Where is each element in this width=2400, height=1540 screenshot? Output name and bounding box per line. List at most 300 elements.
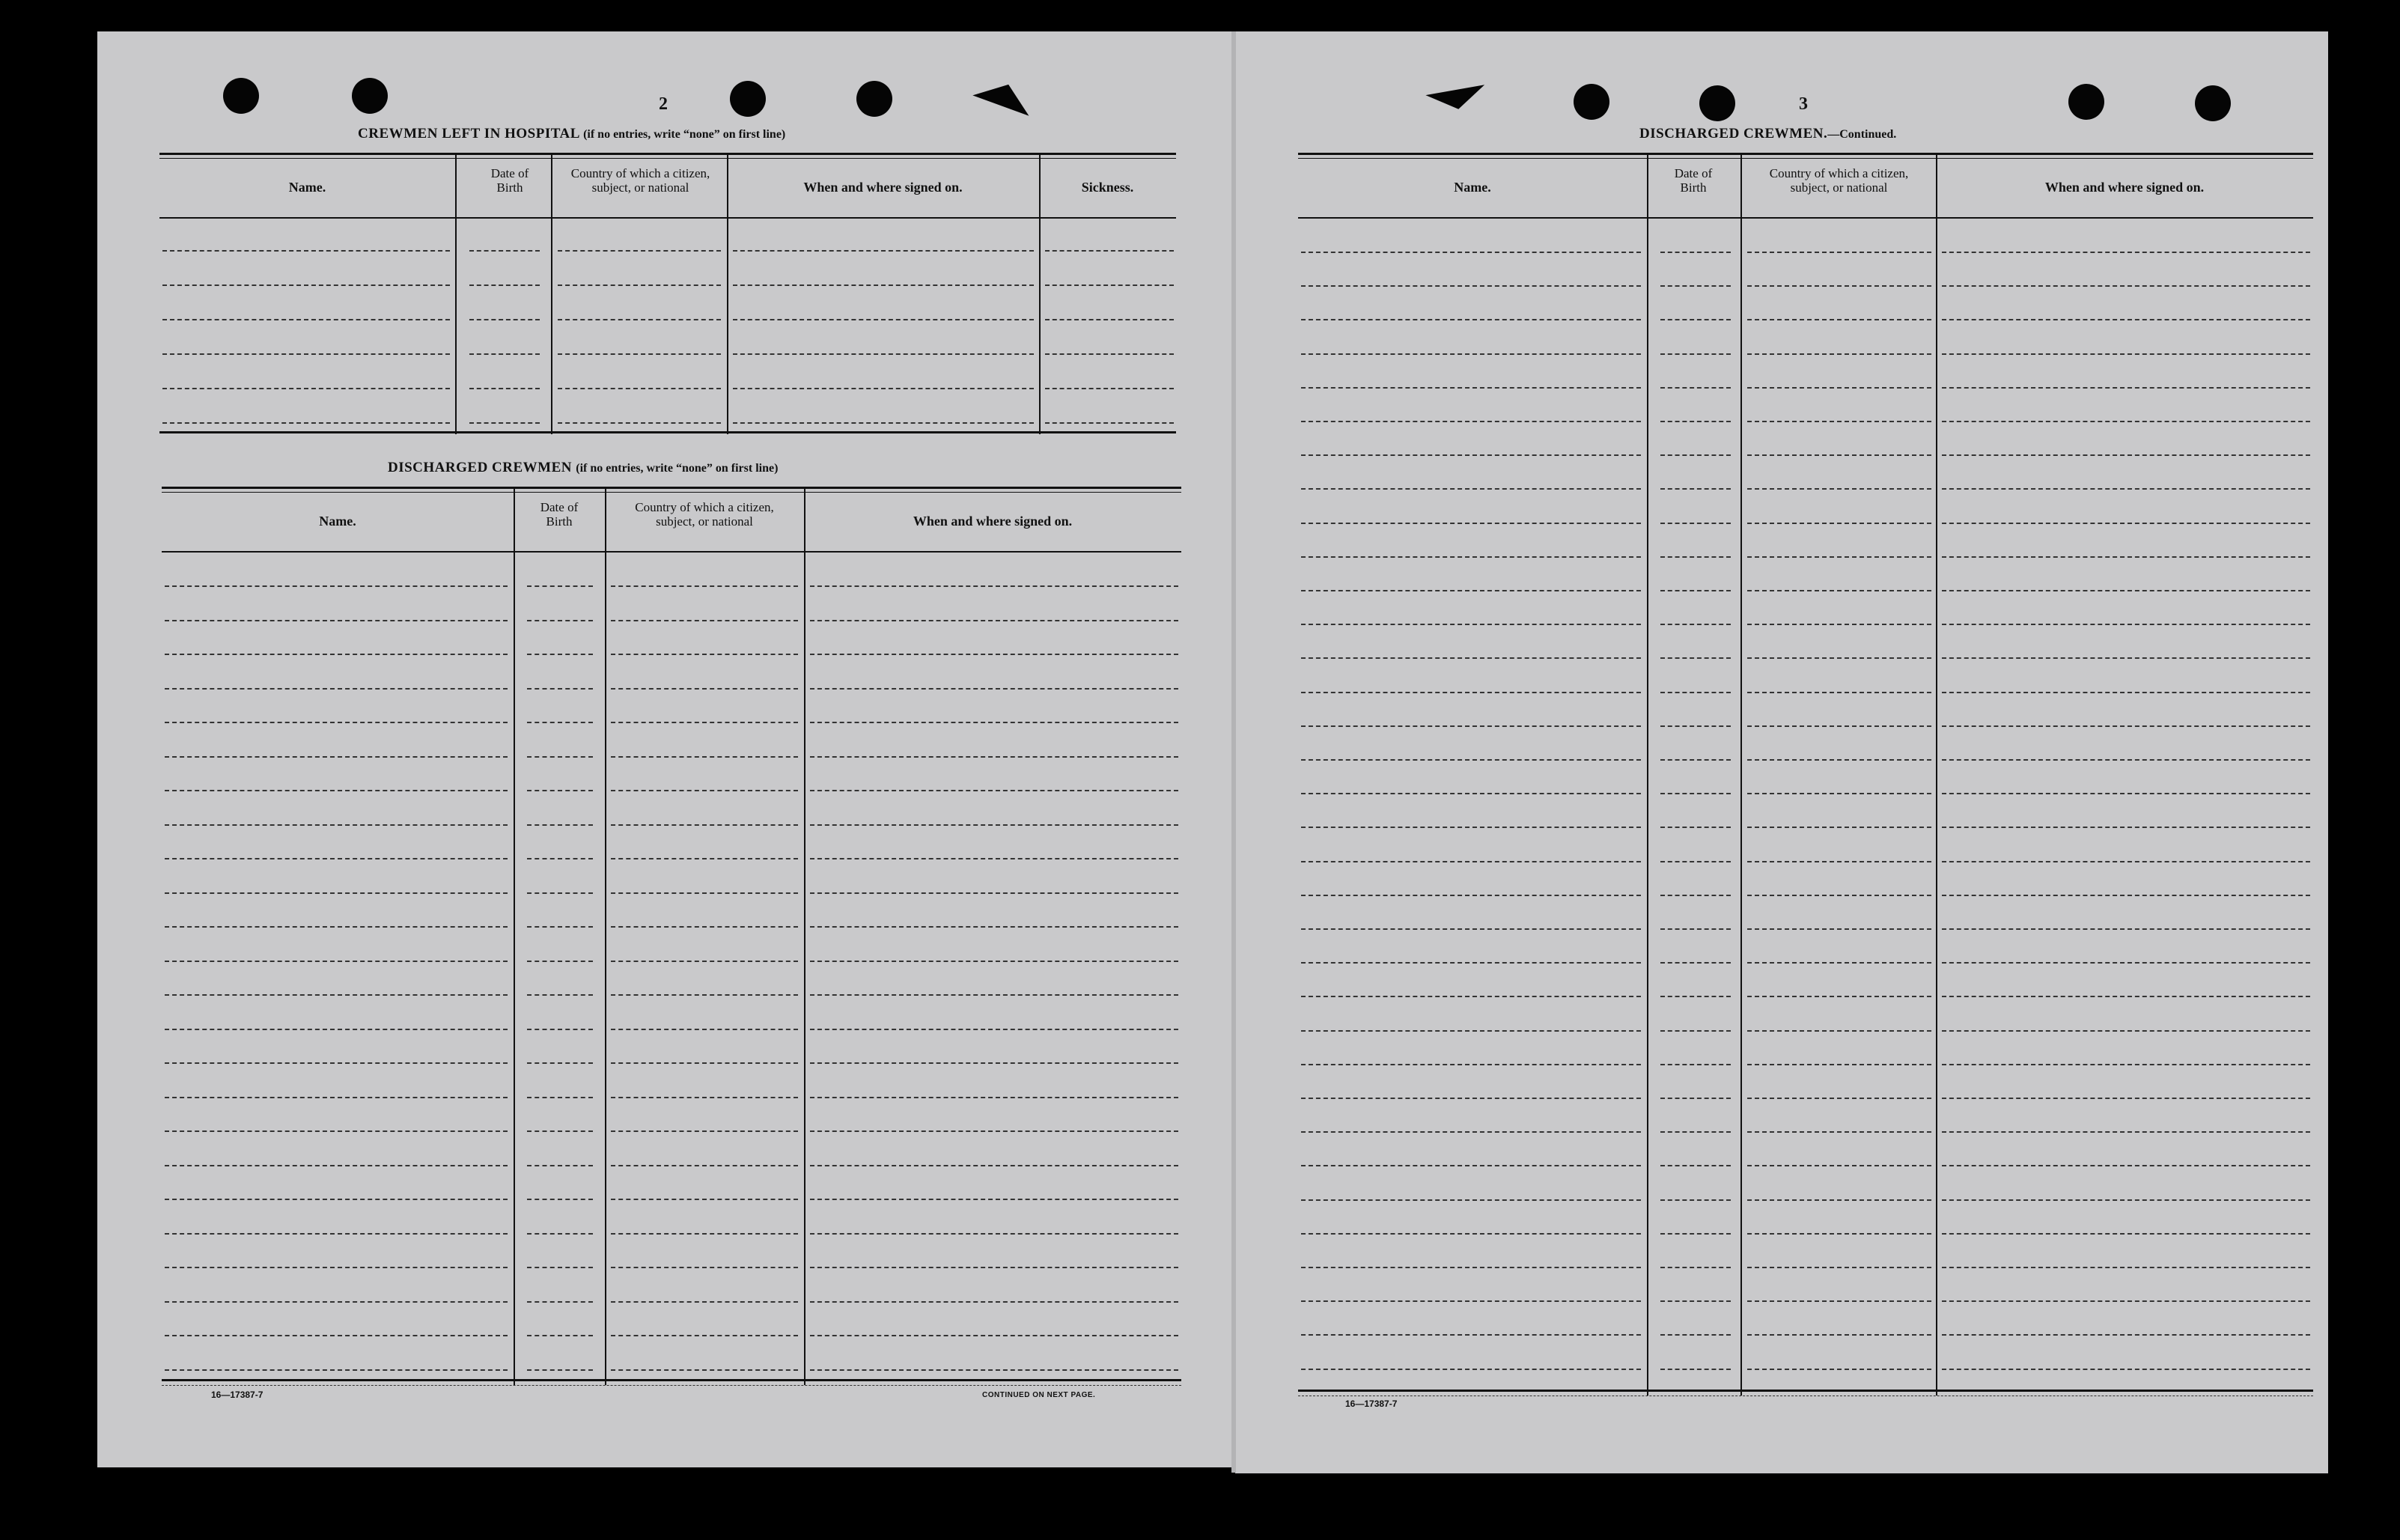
entry-line — [1747, 1199, 1931, 1201]
entry-line — [733, 353, 1034, 355]
entry-line — [527, 1301, 593, 1303]
entry-line — [1660, 1030, 1731, 1032]
entry-line — [1942, 285, 2310, 287]
entry-line — [1942, 1030, 2310, 1032]
entry-line — [1747, 319, 1931, 320]
hospital-table — [159, 153, 1176, 434]
entry-line — [1660, 523, 1731, 524]
entry-line — [527, 961, 593, 962]
col-header-name: Name. — [288, 180, 326, 195]
entry-line — [611, 892, 798, 894]
entry-line — [1660, 725, 1731, 727]
entry-line — [1747, 928, 1931, 930]
entry-line — [810, 1369, 1178, 1371]
entry-line — [1942, 488, 2310, 490]
entry-line — [1660, 827, 1731, 828]
entry-line — [1660, 759, 1731, 761]
col-header-name: Name. — [1454, 180, 1491, 195]
entry-line — [1942, 1199, 2310, 1201]
entry-line — [1747, 523, 1931, 524]
entry-line — [1660, 624, 1731, 625]
entry-line — [1942, 556, 2310, 558]
punch-hole — [352, 78, 388, 114]
entry-line — [165, 994, 508, 996]
entry-line — [611, 1267, 798, 1268]
entry-line — [1942, 1165, 2310, 1166]
entry-line — [1660, 421, 1731, 422]
entry-line — [1660, 1233, 1731, 1235]
entry-line — [611, 1062, 798, 1064]
entry-line — [1942, 759, 2310, 761]
entry-line — [1942, 252, 2310, 253]
punch-hole — [2195, 85, 2231, 121]
entry-line — [1747, 1369, 1931, 1370]
entry-line — [1747, 285, 1931, 287]
col-header-date-of-birth: Date of Birth — [540, 500, 579, 529]
entry-line — [810, 1267, 1178, 1268]
page-number-left: 2 — [659, 94, 668, 114]
entry-line — [611, 688, 798, 690]
entry-line — [527, 1233, 593, 1235]
entry-line — [165, 620, 508, 621]
entry-line — [1660, 692, 1731, 693]
entry-line — [1301, 962, 1641, 964]
entry-line — [810, 1335, 1178, 1336]
entry-line — [611, 926, 798, 928]
entry-line — [1660, 1165, 1731, 1166]
entry-line — [1747, 962, 1931, 964]
entry-line — [1747, 590, 1931, 591]
entry-line — [611, 961, 798, 962]
entry-line — [527, 1097, 593, 1098]
entry-line — [1660, 1334, 1731, 1336]
entry-line — [165, 688, 508, 690]
page-fold — [1231, 31, 1236, 1473]
entry-line — [1301, 657, 1641, 659]
entry-line — [165, 926, 508, 928]
entry-line — [1942, 1233, 2310, 1235]
entry-line — [1301, 1165, 1641, 1166]
col-header-signed-on: When and where signed on. — [2044, 180, 2205, 195]
entry-line — [810, 994, 1178, 996]
entry-line — [1747, 1334, 1931, 1336]
punch-hole — [1699, 85, 1735, 121]
entry-line — [527, 1199, 593, 1200]
entry-line — [1660, 895, 1731, 896]
discharged-table-left — [162, 487, 1181, 1385]
entry-line — [1747, 827, 1931, 828]
entry-line — [810, 790, 1178, 791]
discharged-instruction: (if no entries, write “none” on first line) — [576, 462, 779, 475]
entry-line — [1301, 556, 1641, 558]
entry-line — [1942, 421, 2310, 422]
entry-line — [1747, 454, 1931, 456]
entry-line — [611, 1335, 798, 1336]
entry-line — [1660, 590, 1731, 591]
entry-line — [162, 422, 450, 424]
entry-line — [1942, 387, 2310, 389]
entry-line — [165, 1301, 508, 1303]
entry-line — [611, 824, 798, 826]
hospital-title-text: CREWMEN LEFT IN HOSPITAL — [358, 126, 579, 141]
entry-line — [1301, 1334, 1641, 1336]
entry-line — [1045, 422, 1174, 424]
entry-line — [1660, 488, 1731, 490]
col-header-date-of-birth: Date of Birth — [490, 166, 529, 195]
entry-line — [1660, 928, 1731, 930]
entry-line — [810, 1130, 1178, 1132]
entry-line — [469, 353, 540, 355]
entry-line — [1942, 827, 2310, 828]
col-header-date-of-birth: Date of Birth — [1674, 166, 1713, 195]
punch-hole — [856, 81, 892, 117]
entry-line — [1747, 353, 1931, 355]
entry-line — [165, 1267, 508, 1268]
entry-line — [1301, 725, 1641, 727]
entry-line — [469, 250, 540, 252]
entry-line — [1747, 1098, 1931, 1099]
discharged-continued-title — [1639, 126, 1896, 142]
entry-line — [162, 250, 450, 252]
entry-line — [1942, 1267, 2310, 1268]
col-header-country: Country of which a citizen, subject, or national — [570, 166, 710, 195]
entry-line — [1747, 1165, 1931, 1166]
entry-line — [527, 858, 593, 859]
entry-line — [1747, 692, 1931, 693]
entry-line — [165, 1199, 508, 1200]
entry-line — [1660, 996, 1731, 997]
entry-line — [1942, 1369, 2310, 1370]
entry-line — [527, 994, 593, 996]
entry-line — [1747, 624, 1931, 625]
entry-line — [733, 422, 1034, 424]
entry-line — [1942, 624, 2310, 625]
entry-line — [165, 1369, 508, 1371]
entry-line — [1747, 657, 1931, 659]
entry-line — [1045, 284, 1174, 286]
entry-line — [1660, 793, 1731, 794]
entry-line — [1301, 421, 1641, 422]
entry-line — [611, 756, 798, 758]
col-header-sickness: Sickness. — [1081, 180, 1134, 195]
entry-line — [162, 388, 450, 389]
entry-line — [1660, 387, 1731, 389]
entry-line — [527, 1062, 593, 1064]
entry-line — [1301, 1030, 1641, 1032]
entry-line — [1301, 252, 1641, 253]
entry-line — [1660, 1064, 1731, 1065]
entry-line — [527, 1029, 593, 1030]
entry-line — [165, 654, 508, 655]
entry-line — [1747, 861, 1931, 862]
entry-line — [1301, 523, 1641, 524]
entry-line — [810, 756, 1178, 758]
entry-line — [810, 1062, 1178, 1064]
entry-line — [611, 1199, 798, 1200]
entry-line — [1942, 895, 2310, 896]
entry-line — [611, 654, 798, 655]
entry-line — [527, 1165, 593, 1166]
entry-line — [165, 961, 508, 962]
entry-line — [1301, 861, 1641, 862]
col-header-country: Country of which a citizen, subject, or national — [1769, 166, 1909, 195]
entry-line — [1747, 1064, 1931, 1065]
entry-line — [527, 756, 593, 758]
entry-line — [1747, 996, 1931, 997]
entry-line — [165, 1165, 508, 1166]
entry-line — [1747, 1267, 1931, 1268]
entry-line — [1747, 759, 1931, 761]
entry-line — [1301, 454, 1641, 456]
entry-line — [162, 353, 450, 355]
entry-line — [611, 1029, 798, 1030]
entry-line — [810, 961, 1178, 962]
entry-line — [162, 319, 450, 320]
entry-line — [165, 1130, 508, 1132]
entry-line — [1747, 1030, 1931, 1032]
entry-line — [527, 722, 593, 723]
punch-hole — [2068, 84, 2104, 120]
entry-line — [611, 1165, 798, 1166]
entry-line — [1301, 1300, 1641, 1302]
entry-line — [810, 926, 1178, 928]
form-number-left: 16—17387-7 — [211, 1390, 264, 1400]
entry-line — [1942, 1334, 2310, 1336]
entry-line — [469, 388, 540, 389]
entry-line — [1045, 250, 1174, 252]
entry-line — [611, 620, 798, 621]
entry-line — [1301, 1064, 1641, 1065]
entry-line — [165, 824, 508, 826]
punch-hole — [730, 81, 766, 117]
entry-line — [527, 824, 593, 826]
entry-line — [165, 790, 508, 791]
entry-line — [1660, 1098, 1731, 1099]
entry-line — [527, 790, 593, 791]
entry-line — [810, 722, 1178, 723]
hospital-section-title — [358, 126, 785, 142]
entry-line — [1301, 590, 1641, 591]
entry-line — [810, 1029, 1178, 1030]
entry-line — [162, 284, 450, 286]
entry-line — [558, 284, 721, 286]
entry-line — [1660, 861, 1731, 862]
entry-line — [1045, 388, 1174, 389]
entry-line — [558, 250, 721, 252]
entry-line — [1747, 1131, 1931, 1133]
entry-line — [1747, 1300, 1931, 1302]
entry-line — [810, 1233, 1178, 1235]
entry-line — [165, 1097, 508, 1098]
entry-line — [527, 1369, 593, 1371]
entry-line — [1301, 895, 1641, 896]
entry-line — [1301, 793, 1641, 794]
entry-line — [1301, 1199, 1641, 1201]
entry-line — [527, 688, 593, 690]
entry-line — [733, 388, 1034, 389]
entry-line — [1747, 488, 1931, 490]
entry-line — [1660, 556, 1731, 558]
col-header-name: Name. — [319, 514, 356, 529]
entry-line — [611, 722, 798, 723]
entry-line — [611, 994, 798, 996]
entry-line — [810, 620, 1178, 621]
punch-hole — [223, 78, 259, 114]
entry-line — [611, 585, 798, 587]
entry-line — [733, 319, 1034, 320]
entry-line — [1747, 556, 1931, 558]
discharged-table-right — [1298, 153, 2313, 1396]
form-number-right: 16—17387-7 — [1345, 1399, 1398, 1409]
entry-line — [1942, 692, 2310, 693]
entry-line — [165, 585, 508, 587]
entry-line — [733, 284, 1034, 286]
entry-line — [611, 1130, 798, 1132]
entry-line — [1660, 319, 1731, 320]
page-number-right: 3 — [1799, 94, 1808, 114]
entry-line — [1942, 523, 2310, 524]
entry-line — [810, 824, 1178, 826]
entry-line — [1301, 928, 1641, 930]
discharged-section-title — [388, 460, 778, 476]
entry-line — [1942, 861, 2310, 862]
entry-line — [810, 892, 1178, 894]
entry-line — [1942, 1300, 2310, 1302]
entry-line — [611, 1369, 798, 1371]
entry-line — [1942, 725, 2310, 727]
entry-line — [810, 585, 1178, 587]
entry-line — [558, 388, 721, 389]
entry-line — [1942, 353, 2310, 355]
entry-line — [558, 353, 721, 355]
entry-line — [165, 892, 508, 894]
entry-line — [810, 1097, 1178, 1098]
entry-line — [810, 1199, 1178, 1200]
entry-line — [1942, 590, 2310, 591]
entry-line — [733, 250, 1034, 252]
entry-line — [527, 654, 593, 655]
entry-line — [1301, 1369, 1641, 1370]
entry-line — [810, 688, 1178, 690]
entry-line — [1660, 1199, 1731, 1201]
entry-line — [469, 284, 540, 286]
punch-hole — [1574, 84, 1609, 120]
entry-line — [165, 1029, 508, 1030]
entry-line — [527, 1335, 593, 1336]
entry-line — [1660, 962, 1731, 964]
entry-line — [810, 1165, 1178, 1166]
entry-line — [1301, 1098, 1641, 1099]
entry-line — [810, 654, 1178, 655]
col-header-signed-on: When and where signed on. — [803, 180, 963, 195]
entry-line — [1660, 657, 1731, 659]
col-header-signed-on: When and where signed on. — [913, 514, 1073, 529]
entry-line — [1301, 353, 1641, 355]
entry-line — [558, 422, 721, 424]
entry-line — [1942, 793, 2310, 794]
entry-line — [1301, 692, 1641, 693]
entry-line — [1045, 319, 1174, 320]
entry-line — [1747, 387, 1931, 389]
entry-line — [527, 585, 593, 587]
entry-line — [1660, 454, 1731, 456]
entry-line — [1942, 928, 2310, 930]
entry-line — [1301, 285, 1641, 287]
entry-line — [1301, 1267, 1641, 1268]
entry-line — [1301, 1131, 1641, 1133]
entry-line — [165, 1335, 508, 1336]
entry-line — [1301, 996, 1641, 997]
continued-note: CONTINUED ON NEXT PAGE. — [982, 1391, 1096, 1399]
hospital-instruction: (if no entries, write “none” on first line) — [583, 128, 786, 141]
entry-line — [1045, 353, 1174, 355]
entry-line — [1660, 353, 1731, 355]
discharged-continued-text: DISCHARGED CREWMEN. — [1639, 126, 1828, 141]
entry-line — [1942, 319, 2310, 320]
entry-line — [1942, 996, 2310, 997]
entry-line — [1942, 1064, 2310, 1065]
entry-line — [1942, 454, 2310, 456]
entry-line — [611, 1301, 798, 1303]
entry-line — [165, 756, 508, 758]
entry-line — [1301, 827, 1641, 828]
entry-line — [1942, 962, 2310, 964]
entry-line — [527, 1130, 593, 1132]
entry-line — [611, 790, 798, 791]
entry-line — [527, 926, 593, 928]
entry-line — [1747, 421, 1931, 422]
entry-line — [1747, 1233, 1931, 1235]
entry-line — [1747, 252, 1931, 253]
entry-line — [1660, 285, 1731, 287]
discharged-title-text: DISCHARGED CREWMEN — [388, 460, 572, 475]
col-header-country: Country of which a citizen, subject, or national — [635, 500, 774, 529]
entry-line — [1301, 387, 1641, 389]
entry-line — [165, 1233, 508, 1235]
entry-line — [1301, 624, 1641, 625]
entry-line — [1747, 793, 1931, 794]
entry-line — [469, 319, 540, 320]
entry-line — [810, 858, 1178, 859]
entry-line — [1301, 1233, 1641, 1235]
entry-line — [165, 722, 508, 723]
entry-line — [469, 422, 540, 424]
entry-line — [1301, 759, 1641, 761]
entry-line — [1660, 1369, 1731, 1370]
entry-line — [165, 1062, 508, 1064]
entry-line — [1301, 319, 1641, 320]
entry-line — [527, 1267, 593, 1268]
entry-line — [527, 620, 593, 621]
entry-line — [1660, 1131, 1731, 1133]
entry-line — [611, 1097, 798, 1098]
entry-line — [1301, 488, 1641, 490]
entry-line — [1747, 725, 1931, 727]
entry-line — [1942, 1098, 2310, 1099]
entry-line — [810, 1301, 1178, 1303]
entry-line — [611, 858, 798, 859]
entry-line — [527, 892, 593, 894]
continued-label: —Continued. — [1827, 128, 1897, 141]
entry-line — [1660, 1300, 1731, 1302]
entry-line — [165, 858, 508, 859]
entry-line — [611, 1233, 798, 1235]
entry-line — [1660, 1267, 1731, 1268]
entry-line — [1942, 657, 2310, 659]
entry-line — [1942, 1131, 2310, 1133]
entry-line — [1660, 252, 1731, 253]
entry-line — [558, 319, 721, 320]
